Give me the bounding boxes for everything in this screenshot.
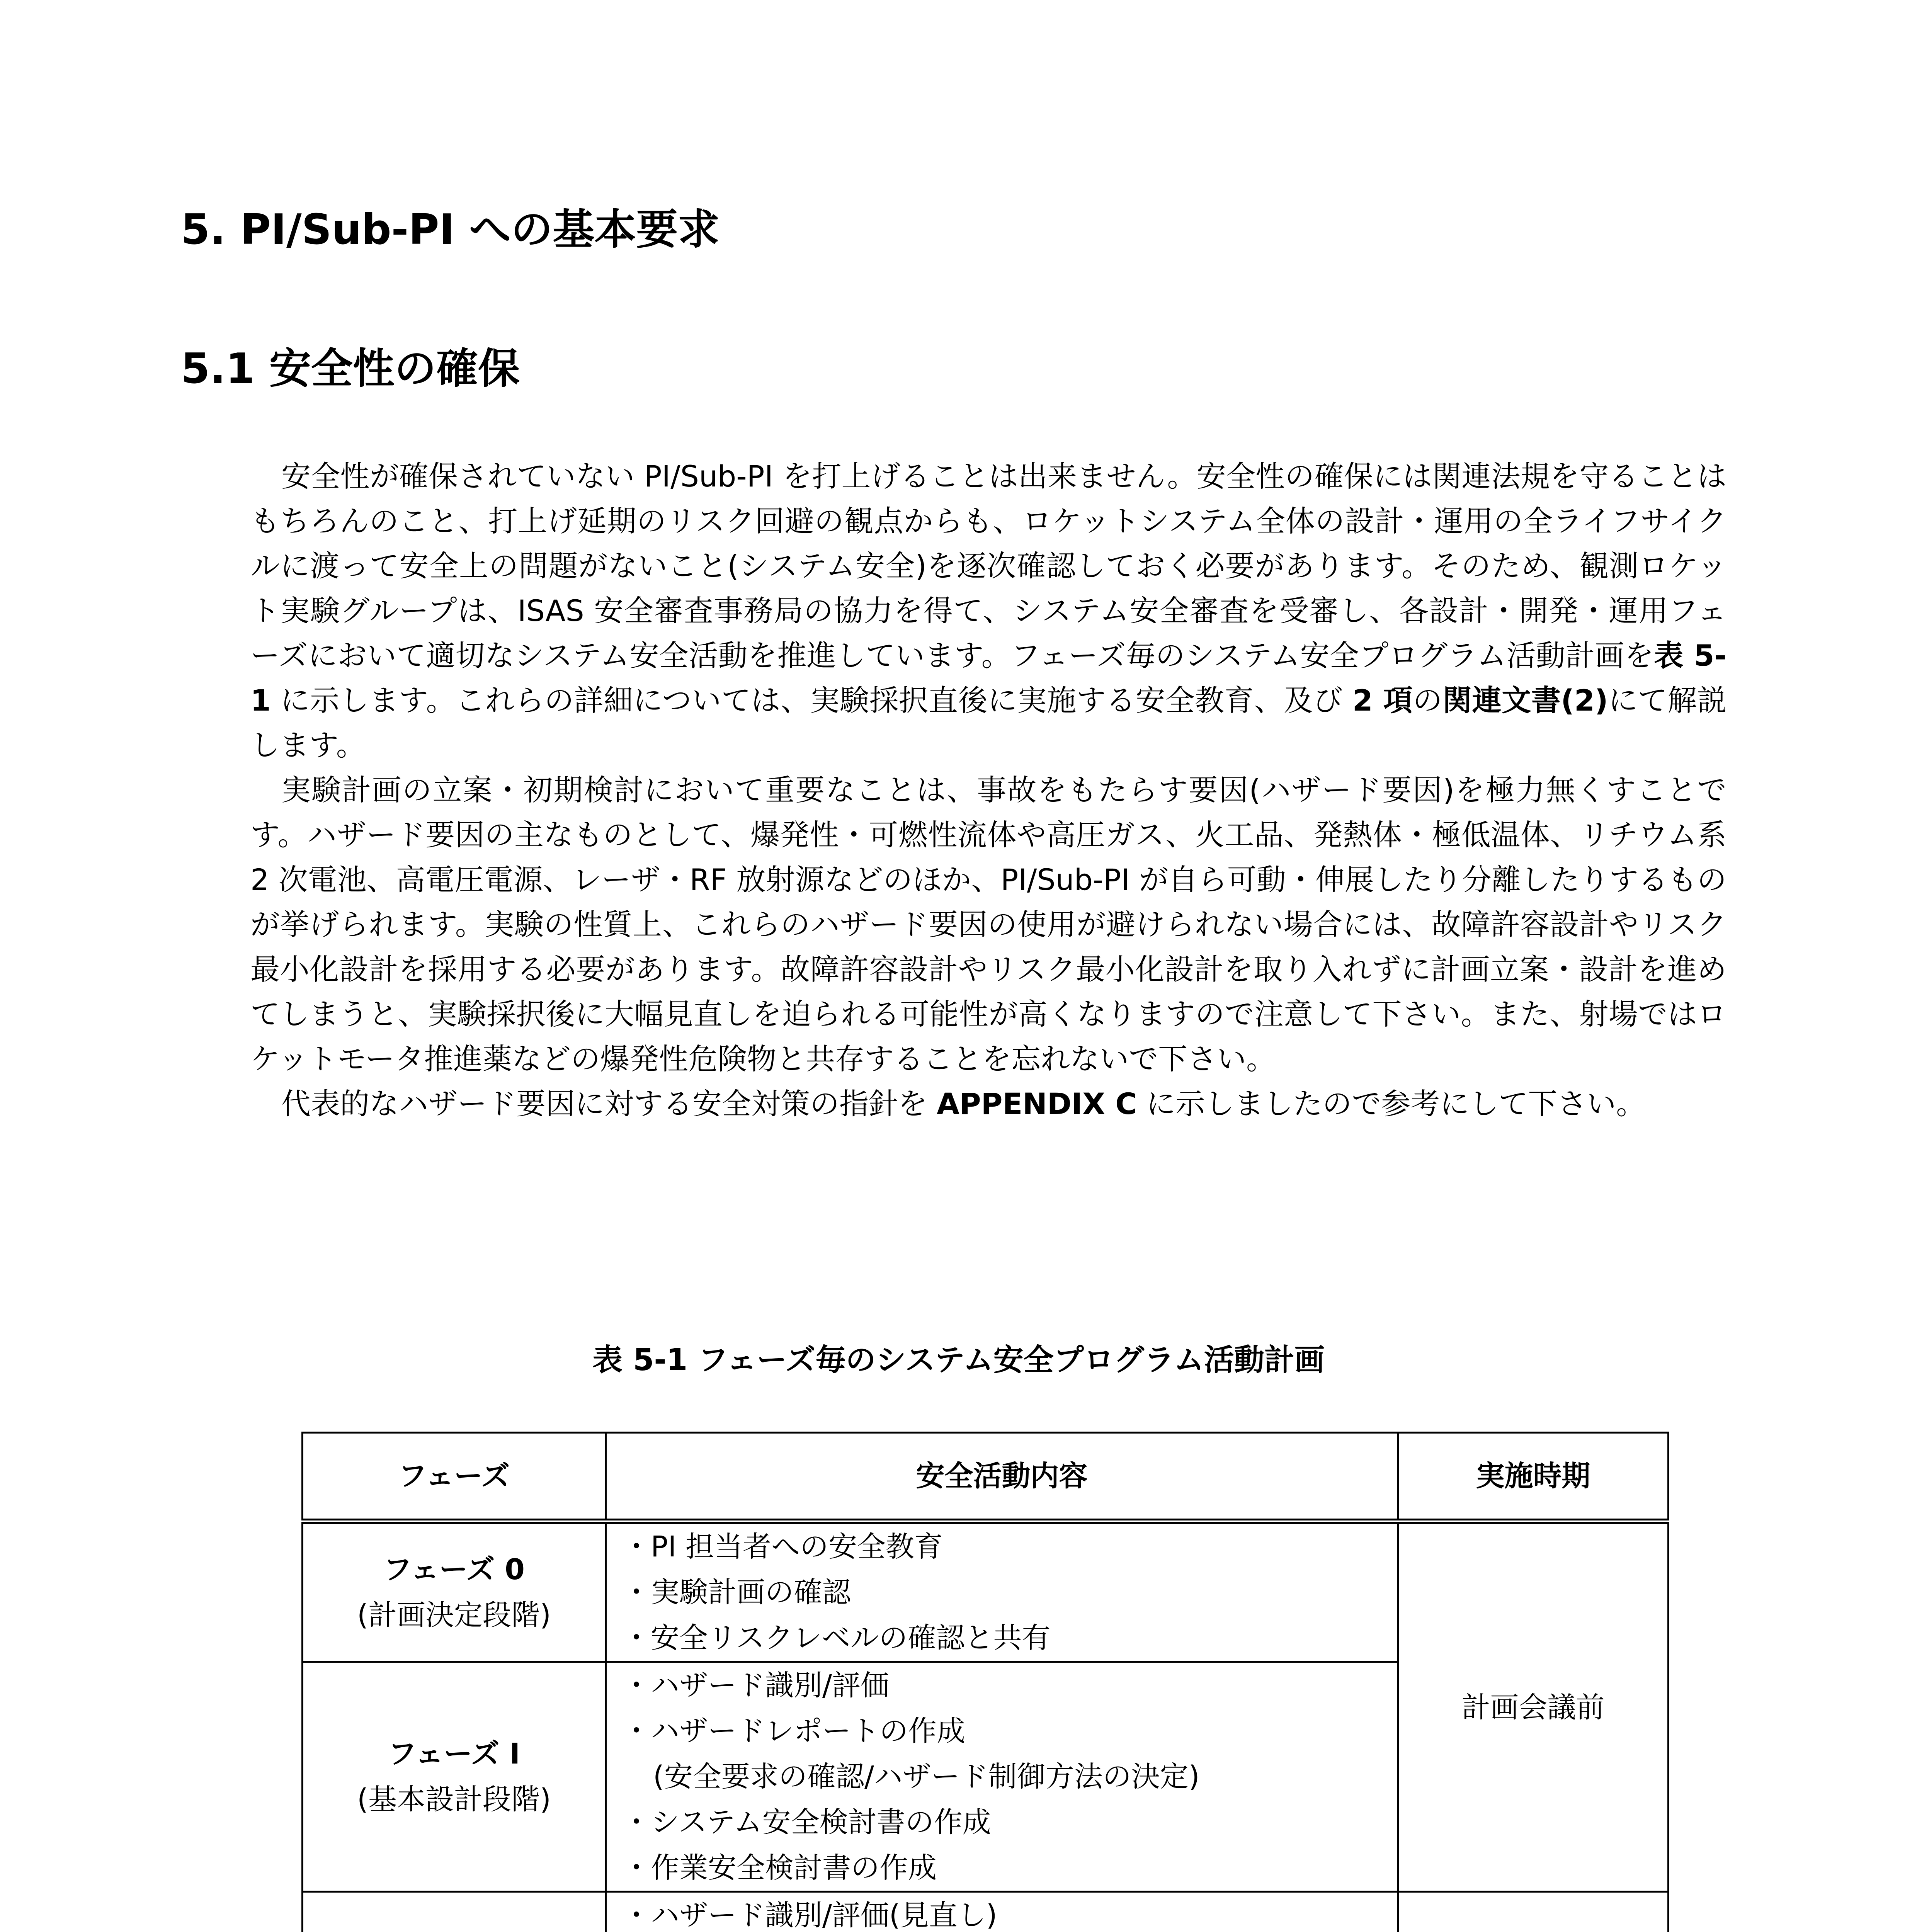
phase-name: フェーズ 0 — [383, 1553, 525, 1586]
phase-cell — [303, 1521, 606, 1662]
appendix-reference: APPENDIX C — [937, 1087, 1137, 1121]
activity-item: ・ハザード識別/評価(見直し) — [622, 1899, 997, 1932]
activity-item: ・実験計画の確認 — [622, 1576, 851, 1609]
table-caption: 表 5-1 フェーズ毎のシステム安全プログラム活動計画 — [592, 1343, 1325, 1378]
phase-cell — [303, 1892, 606, 1932]
table-row — [303, 1892, 1669, 1932]
table-header-row — [303, 1433, 1669, 1522]
activity-item: ・作業安全検討書の作成 — [622, 1851, 937, 1884]
para3-text-1: 代表的なハザード要因に対する安全対策の指針を — [281, 1087, 937, 1121]
header-phase: フェーズ — [303, 1433, 606, 1522]
phase-stage: (基本設計段階) — [357, 1783, 551, 1816]
body-text — [250, 454, 1726, 1126]
safety-plan-table — [301, 1432, 1669, 1932]
timing-cell — [1398, 1892, 1669, 1932]
document-reference: 関連文書(2) — [1442, 683, 1608, 718]
table-reference: 表 5-1 — [250, 638, 1727, 718]
activity-item: ・ハザードレポートの作成 — [622, 1714, 965, 1748]
activity-item: ・PI 担当者への安全教育 — [622, 1530, 943, 1563]
phase-name: フェーズ I — [388, 1737, 520, 1770]
paragraph-3 — [250, 1082, 1726, 1126]
item-reference: 2 項 — [1352, 683, 1413, 718]
timing-cell — [1398, 1521, 1669, 1892]
activity-note: (安全要求の確認/ハザード制御方法の決定) — [653, 1760, 1200, 1793]
timing-text: 計画会議前 — [1461, 1690, 1605, 1724]
header-timing: 実施時期 — [1398, 1433, 1669, 1522]
para1-text-3: の — [1413, 683, 1442, 718]
paragraph-1 — [250, 454, 1726, 768]
subsection-heading: 5.1 安全性の確保 — [181, 345, 520, 393]
section-heading: 5. PI/Sub-PI への基本要求 — [181, 206, 720, 254]
para1-text-4: にて解説します。 — [250, 683, 1727, 762]
para1-text-1: 安全性が確保されていない PI/Sub-PI を打上げることは出来ません。安全性の確保には関連法規を守ることはもちろんのこと、打上げ延期のリスク回避の観点からも、ロケットシステム全体の設計・運用の全ライフサイクルに渡って安全上の問題がないこと(システム安全)を逐次確認しておく必要があります。そのため、観測ロケット実験グループは、ISAS 安全審査事務局の協力を得て、システム安全審査を受審し、各設計・開発・運用フェーズにおいて適切なシステム安全活動を推進しています。フェーズ毎のシステム安全プログラム活動計画を — [250, 459, 1726, 673]
activity-item: ・ハザード識別/評価 — [622, 1669, 889, 1702]
phase-stage: (計画決定段階) — [357, 1599, 551, 1632]
activity-item: ・システム安全検討書の作成 — [622, 1806, 991, 1839]
activities-cell — [606, 1892, 1398, 1932]
para3-text-2: に示しましたので参考にして下さい。 — [1137, 1087, 1646, 1121]
phase-cell — [303, 1662, 606, 1892]
header-activities: 安全活動内容 — [606, 1433, 1398, 1522]
table-row — [303, 1521, 1669, 1662]
paragraph-2: 実験計画の立案・初期検討において重要なことは、事故をもたらす要因(ハザード要因)を極力無くすことです。ハザード要因の主なものとして、爆発性・可燃性流体や高圧ガス、火工品、発熱体・極低温体、リチウム系 2 次電池、高電圧電源、レーザ・RF 放射源などのほか、PI/Sub-PI が自ら可動・伸展したり分離したりするものが挙げられます。実験の性質上、これらのハザード要因の使用が避けられない場合には、故障許容設計やリスク最小化設計を採用する必要があります。故障許容設計やリスク最小化設計を取り入れずに計画立案・設計を進めてしまうと、実験採択後に大幅見直しを迫られる可能性が高くなりますので注意して下さい。また、射場ではロケットモータ推進薬などの爆発性危険物と共存することを忘れないで下さい。 — [250, 773, 1726, 1076]
activity-item: ・安全リスクレベルの確認と共有 — [622, 1621, 1051, 1655]
activities-cell — [606, 1662, 1398, 1892]
para1-text-2: に示します。これらの詳細については、実験採択直後に実施する安全教育、及び — [270, 683, 1352, 718]
activities-cell — [606, 1521, 1398, 1662]
